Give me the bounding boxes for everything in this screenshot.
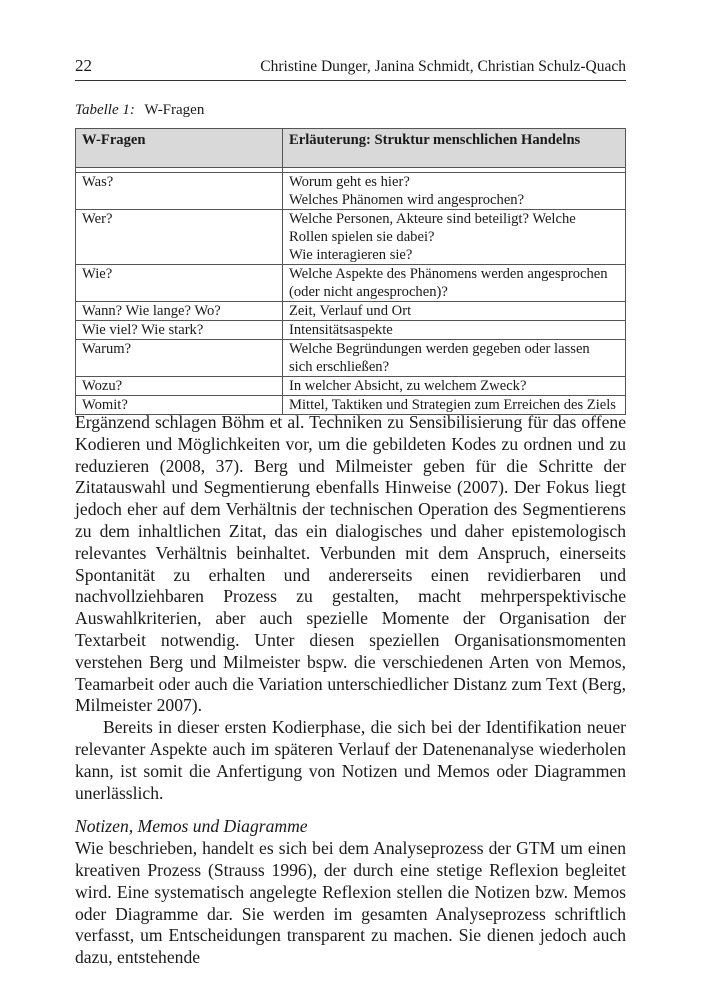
header-authors: Christine Dunger, Janina Schmidt, Christian Schulz-Quach: [260, 58, 626, 75]
explanation-line: Wie interagieren sie?: [289, 247, 413, 263]
table-row: [76, 265, 626, 302]
table-row: [76, 173, 626, 210]
explanation-cell: [283, 173, 626, 210]
explanation-line: Welche Aspekte des Phänomens werden angesprochen: [289, 266, 608, 282]
question-cell: Wann? Wie lange? Wo?: [76, 302, 283, 321]
table-header-questions: W-Fragen: [76, 129, 283, 168]
explanation-cell: [283, 265, 626, 302]
explanation-cell: [283, 321, 626, 340]
page-number: 22: [75, 56, 92, 75]
question-cell: Wie?: [76, 265, 283, 302]
explanation-line: Worum geht es hier?: [289, 174, 410, 190]
explanation-line: Welches Phänomen wird angesprochen?: [289, 192, 525, 208]
table-row: [76, 340, 626, 377]
explanation-line: sich erschließen?: [289, 359, 390, 375]
explanation-cell: [283, 210, 626, 265]
table-caption: [75, 102, 204, 119]
table-row: [76, 321, 626, 340]
paragraph-3: Wie beschrieben, handelt es sich bei dem Analyseprozess der GTM um einen kreativen Prozess (Strauss 1996), der durch eine stetige Reflexion begleitet wird. Eine systematisch angelegte Reflexion stellen die Notizen bzw. Memos oder Diagramme dar. Sie werden im gesamten Analyseprozess schriftlich verfasst, um Entscheidungen transparent zu machen. Sie dienen jedoch auch dazu, entstehende: [75, 838, 626, 968]
explanation-cell: [283, 377, 626, 396]
paragraph-1: Ergänzend schlagen Böhm et al. Techniken zu Sensibilisierung für das offene Kodieren und Möglichkeiten vor, um die gebildeten Kodes zu ordnen und zu reduzieren (2008, 37). Berg und Milmeister geben für die Schritte der Zitatauswahl und Segmentierung ebenfalls Hinweise (2007). Der Fokus liegt jedoch eher auf dem Verhältnis der technischen Operation des Segmentierens zu dem inhaltlichen Zitat, das ein dialogisches und daher epistemologisch relevantes Verhältnis beinhaltet. Verbunden mit dem Anspruch, einerseits Spontanität zu erhalten und andererseits einen revidierbaren und nachvollziehbaren Prozess zu gestalten, macht mehrperspektivische Auswahlkriterien, aber auch spezielle Momente der Organisation der Textarbeit notwendig. Unter diesen speziellen Organisationsmomenten verstehen Berg und Milmeister bspw. die verschiedenen Arten von Memos, Teamarbeit oder auch die Variation unterschiedlicher Distanz zum Text (Berg, Milmeister 2007).: [75, 412, 626, 716]
explanation-line: Mittel, Taktiken und Strategien zum Erreichen des Ziels: [289, 397, 616, 413]
question-cell: Warum?: [76, 340, 283, 377]
table-row: [76, 210, 626, 265]
table-caption-label: Tabelle 1:: [75, 102, 135, 118]
running-header: [75, 56, 626, 81]
explanation-cell: [283, 340, 626, 377]
paragraph-2: Bereits in dieser ersten Kodierphase, die sich bei der Identifikation neuer relevanter Aspekte auch im späteren Verlauf der Datenenanalyse wiederholen kann, ist somit die Anfertigung von Notizen und Memos oder Diagrammen unerlässlich.: [75, 717, 626, 803]
table-header-row: [76, 129, 626, 168]
explanation-line: In welcher Absicht, zu welchem Zweck?: [289, 378, 527, 394]
w-questions-table: [75, 128, 626, 415]
explanation-line: Rollen spielen sie dabei?: [289, 229, 435, 245]
question-cell: Womit?: [76, 396, 283, 415]
body-text: [75, 412, 626, 969]
explanation-line: Welche Personen, Akteure sind beteiligt? Welche: [289, 211, 576, 227]
question-cell: Was?: [76, 173, 283, 210]
explanation-cell: [283, 302, 626, 321]
table-header-explanation: Erläuterung: Struktur menschlichen Handelns: [283, 129, 626, 168]
question-cell: Wie viel? Wie stark?: [76, 321, 283, 340]
question-cell: Wer?: [76, 210, 283, 265]
table-row: [76, 302, 626, 321]
question-cell: Wozu?: [76, 377, 283, 396]
table-body: [76, 168, 626, 415]
table-caption-title: W-Fragen: [144, 102, 205, 118]
explanation-line: (oder nicht angesprochen)?: [289, 284, 448, 300]
explanation-line: Zeit, Verlauf und Ort: [289, 303, 412, 319]
table-row: [76, 377, 626, 396]
subheading: Notizen, Memos und Diagramme: [75, 816, 308, 837]
explanation-line: Intensitätsaspekte: [289, 322, 393, 338]
explanation-line: Welche Begründungen werden gegeben oder lassen: [289, 341, 590, 357]
